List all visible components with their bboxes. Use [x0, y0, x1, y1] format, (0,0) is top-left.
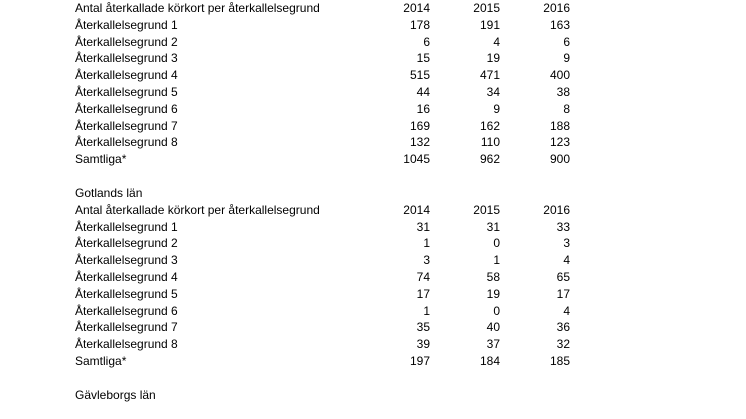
value-cell: 178	[409, 17, 430, 32]
value-cell: 38	[556, 84, 570, 99]
row-label: Återkallelsegrund 3	[75, 253, 178, 268]
year-header-cell: 2015	[473, 1, 500, 15]
value-cell: 58	[486, 269, 500, 284]
table-row	[75, 219, 595, 236]
value-cell: 33	[556, 219, 570, 234]
table-row	[75, 118, 595, 135]
row-label: Återkallelsegrund 6	[75, 101, 178, 116]
value-cell: 110	[480, 135, 500, 150]
value-cell: 31	[486, 219, 500, 234]
value-cell: 0	[493, 303, 500, 318]
value-cell: 19	[486, 286, 500, 301]
table-row	[75, 84, 595, 101]
value-cell: 19	[486, 51, 500, 66]
value-cell: 74	[416, 269, 430, 284]
value-cell: 9	[563, 51, 570, 66]
value-cell: 4	[493, 34, 500, 49]
table-row	[75, 50, 595, 67]
value-cell: 31	[416, 219, 430, 234]
value-cell: 3	[563, 236, 570, 251]
value-cell: 132	[409, 135, 430, 150]
value-cell: 32	[556, 337, 570, 352]
value-cell: 4	[563, 303, 570, 318]
row-label: Återkallelsegrund 2	[75, 236, 178, 251]
table-header-row	[75, 0, 595, 17]
value-cell: 6	[423, 34, 430, 49]
row-label: Återkallelsegrund 5	[75, 84, 178, 99]
row-label: Återkallelsegrund 2	[75, 34, 178, 49]
row-label: Återkallelsegrund 5	[75, 286, 178, 301]
value-cell: 40	[486, 320, 500, 335]
value-cell: 0	[493, 236, 500, 251]
table-row	[75, 353, 595, 370]
table-row	[75, 17, 595, 34]
value-cell: 962	[479, 152, 500, 167]
value-cell: 9	[493, 101, 500, 116]
value-cell: 185	[549, 353, 570, 368]
value-cell: 471	[479, 68, 500, 83]
value-cell: 16	[416, 101, 430, 116]
value-cell: 36	[556, 320, 570, 335]
year-header-cell: 2014	[403, 202, 430, 217]
table-row	[75, 235, 595, 252]
value-cell: 400	[549, 68, 570, 83]
value-cell: 188	[549, 118, 570, 133]
value-cell: 65	[556, 269, 570, 284]
table-section	[75, 168, 595, 370]
value-cell: 1	[493, 253, 500, 268]
table-row	[75, 101, 595, 118]
value-cell: 35	[416, 320, 430, 335]
table-row	[75, 151, 595, 168]
value-cell: 17	[556, 286, 570, 301]
year-header-cell: 2016	[543, 1, 570, 15]
value-cell: 6	[563, 34, 570, 49]
value-cell: 44	[416, 84, 430, 99]
value-cell: 169	[409, 118, 430, 133]
value-cell: 1	[423, 303, 430, 318]
year-header-cell: 2015	[473, 202, 500, 217]
year-header-cell: 2014	[403, 1, 430, 15]
table-row	[75, 252, 595, 269]
sections-container	[75, 0, 595, 370]
value-cell: 1045	[403, 152, 430, 167]
table-section	[75, 0, 595, 168]
table-row	[75, 67, 595, 84]
table-row	[75, 303, 595, 320]
row-label: Återkallelsegrund 7	[75, 118, 178, 133]
row-label: Återkallelsegrund 1	[75, 219, 178, 234]
row-label: Samtliga*	[75, 152, 127, 167]
row-label: Återkallelsegrund 4	[75, 269, 178, 284]
row-label: Återkallelsegrund 1	[75, 17, 178, 32]
table-row	[75, 34, 595, 51]
value-cell: 37	[486, 337, 500, 352]
value-cell: 34	[486, 84, 500, 99]
value-cell: 17	[416, 286, 430, 301]
row-label: Samtliga*	[75, 353, 127, 368]
document-page	[75, 0, 595, 404]
table-header-label: Antal återkallade körkort per återkallelsegrund	[75, 202, 320, 217]
table-row	[75, 134, 595, 151]
row-label: Återkallelsegrund 8	[75, 135, 178, 150]
value-cell: 191	[479, 17, 500, 32]
value-cell: 8	[563, 101, 570, 116]
row-label: Återkallelsegrund 4	[75, 68, 178, 83]
value-cell: 15	[416, 51, 430, 66]
value-cell: 163	[549, 17, 570, 32]
value-cell: 900	[549, 152, 570, 167]
value-cell: 162	[479, 118, 500, 133]
table-row	[75, 319, 595, 336]
row-label: Återkallelsegrund 3	[75, 51, 178, 66]
value-cell: 3	[423, 253, 430, 268]
table-header-row	[75, 202, 595, 219]
value-cell: 123	[549, 135, 570, 150]
value-cell: 4	[563, 253, 570, 268]
table-row	[75, 336, 595, 353]
row-label: Återkallelsegrund 8	[75, 337, 178, 352]
region-title: Gotlands län	[75, 185, 143, 200]
row-label: Återkallelsegrund 6	[75, 303, 178, 318]
row-label: Återkallelsegrund 7	[75, 320, 178, 335]
year-header-cell: 2016	[543, 202, 570, 217]
value-cell: 1	[423, 236, 430, 251]
value-cell: 184	[479, 353, 500, 368]
value-cell: 197	[409, 353, 430, 368]
table-header-label: Antal återkallade körkort per återkallelsegrund	[75, 1, 320, 15]
value-cell: 39	[416, 337, 430, 352]
table-row	[75, 269, 595, 286]
table-row	[75, 286, 595, 303]
region-title-next: Gävleborgs län	[75, 387, 156, 402]
value-cell: 515	[409, 68, 430, 83]
